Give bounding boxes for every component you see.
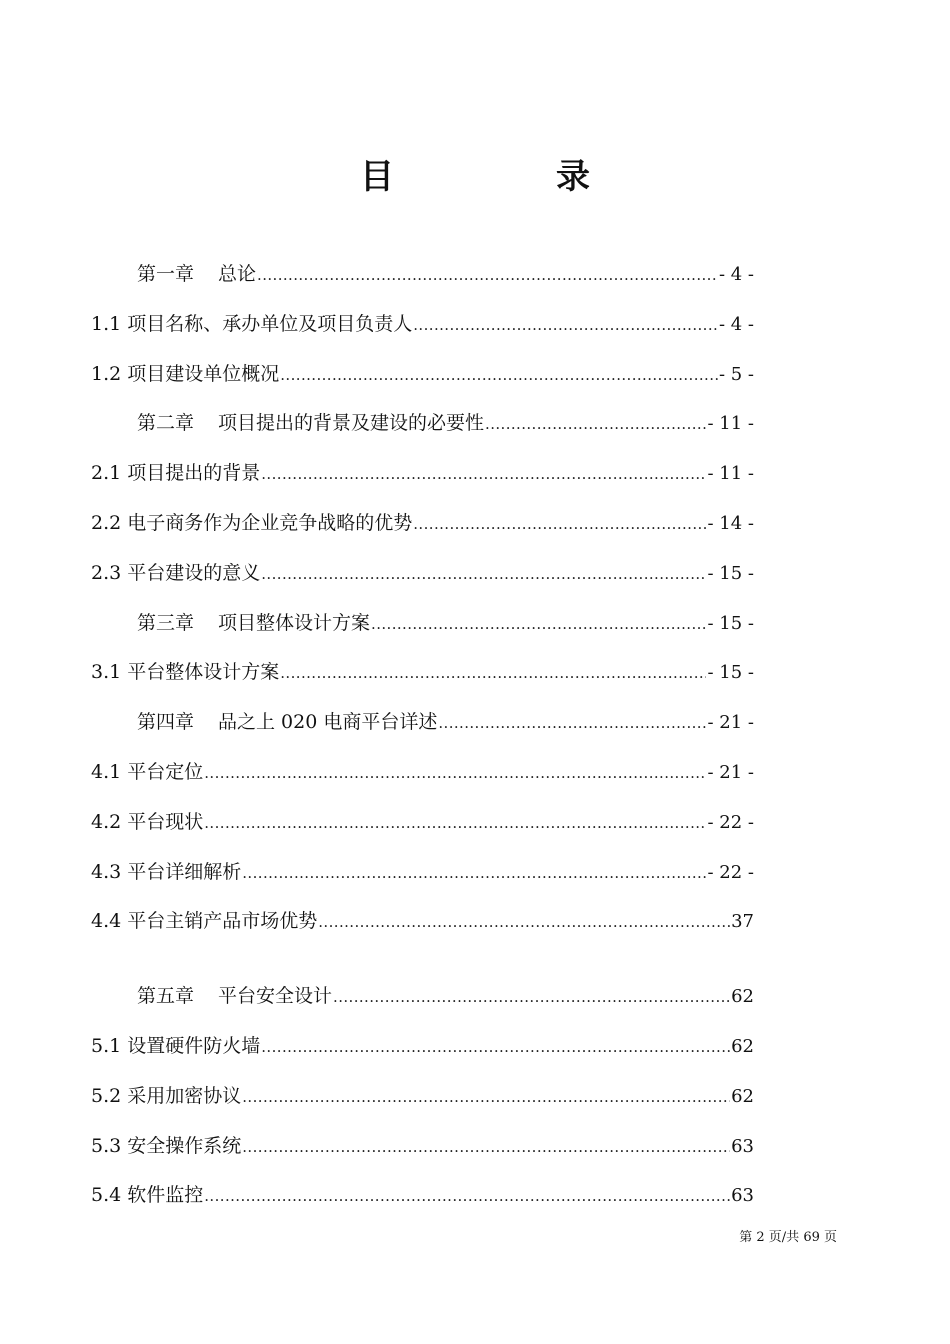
toc-entry-4-4[interactable] <box>91 897 754 947</box>
dot-leader <box>204 1172 730 1222</box>
dot-leader <box>485 400 706 450</box>
toc-entry-page: - 11 - <box>707 413 754 435</box>
dot-leader <box>280 649 706 699</box>
toc-entry-text: 4.3 平台详细解析 <box>91 860 242 883</box>
dot-leader <box>333 973 730 1023</box>
dot-leader <box>261 450 706 500</box>
dot-leader <box>318 898 730 948</box>
toc-entry-3-1[interactable] <box>91 648 754 698</box>
toc-entry-text: 总论 <box>218 263 257 285</box>
page-footer: 第 2 页/共 69 页 <box>739 1230 837 1245</box>
toc-entry-5-2[interactable] <box>91 1072 754 1122</box>
toc-entry-page: - 15 - <box>707 612 754 634</box>
toc-entry-text: 5.1 设置硬件防火墙 <box>91 1034 261 1057</box>
toc-entry-2-1[interactable] <box>91 449 754 499</box>
toc-entry-2-2[interactable] <box>91 499 754 549</box>
dot-leader <box>413 500 706 550</box>
toc-entry-4-2[interactable] <box>91 798 754 848</box>
toc-entry-label: 第五章 <box>137 985 195 1008</box>
toc-entry-text: 项目整体设计方案 <box>218 611 371 634</box>
toc-entry-page: 63 <box>731 1135 754 1157</box>
toc-entry-label: 第三章 <box>137 611 195 634</box>
toc-entry-page: - 4 - <box>718 264 754 285</box>
toc-entry-page: - 14 - <box>707 512 754 534</box>
dot-leader <box>261 1023 730 1073</box>
toc-entry-page: - 21 - <box>707 712 754 734</box>
toc-entry-label: 第二章 <box>137 412 195 435</box>
toc-entry-text: 平台安全设计 <box>218 985 333 1008</box>
toc-entry-text: 3.1 平台整体设计方案 <box>91 661 280 684</box>
toc-entry-text: 1.1 项目名称、承办单位及项目负责人 <box>91 312 413 335</box>
toc-entry-text: 1.2 项目建设单位概况 <box>91 362 280 385</box>
toc-entry-chapter-4[interactable] <box>91 698 754 748</box>
toc-entry-page: - 15 - <box>707 662 754 684</box>
toc-entry-text: 2.2 电子商务作为企业竞争战略的优势 <box>91 511 413 534</box>
toc-entry-page: - 22 - <box>707 811 754 833</box>
toc-title: 目 录 <box>360 157 654 197</box>
toc-entry-page: - 22 - <box>707 861 754 883</box>
table-of-contents <box>91 250 754 1221</box>
toc-entry-5-4[interactable] <box>91 1171 754 1221</box>
toc-entry-chapter-5[interactable] <box>91 972 754 1022</box>
toc-entry-page: - 15 - <box>707 562 754 584</box>
toc-entry-page: 62 <box>731 1035 754 1057</box>
toc-entry-2-3[interactable] <box>91 549 754 599</box>
dot-leader <box>242 1123 730 1173</box>
dot-leader <box>261 550 706 600</box>
dot-leader <box>438 699 706 749</box>
toc-entry-page: - 11 - <box>707 463 754 485</box>
toc-entry-1-2[interactable] <box>91 350 754 400</box>
toc-entry-chapter-1[interactable] <box>91 250 754 300</box>
toc-entry-page: - 4 - <box>718 313 754 335</box>
toc-entry-4-3[interactable] <box>91 848 754 898</box>
toc-entry-page: 62 <box>731 986 754 1008</box>
dot-leader <box>257 251 718 301</box>
toc-entry-text: 5.2 采用加密协议 <box>91 1084 242 1107</box>
toc-entry-page: 37 <box>731 911 754 933</box>
toc-entry-text: 项目提出的背景及建设的必要性 <box>218 412 485 435</box>
dot-leader <box>242 849 706 899</box>
toc-entry-4-1[interactable] <box>91 748 754 798</box>
dot-leader <box>204 799 706 849</box>
dot-leader <box>280 351 718 401</box>
toc-entry-chapter-2[interactable] <box>91 399 754 449</box>
toc-entry-text: 4.4 平台主销产品市场优势 <box>91 910 318 933</box>
toc-entry-label: 第四章 <box>137 711 195 734</box>
toc-entry-page: - 21 - <box>707 761 754 783</box>
toc-entry-text: 5.4 软件监控 <box>91 1184 204 1207</box>
toc-entry-5-3[interactable] <box>91 1122 754 1172</box>
dot-leader <box>204 749 706 799</box>
toc-entry-5-1[interactable] <box>91 1022 754 1072</box>
toc-entry-1-1[interactable] <box>91 300 754 350</box>
toc-entry-text: 2.1 项目提出的背景 <box>91 462 261 485</box>
toc-entry-label: 第一章 <box>137 263 195 285</box>
toc-entry-page: 62 <box>731 1085 754 1107</box>
toc-entry-page: 63 <box>731 1185 754 1207</box>
toc-entry-text: 4.1 平台定位 <box>91 760 204 783</box>
dot-leader <box>413 301 718 351</box>
toc-entry-text: 5.3 安全操作系统 <box>91 1134 242 1157</box>
toc-entry-page: - 5 - <box>718 363 754 385</box>
toc-entry-chapter-3[interactable] <box>91 599 754 649</box>
toc-entry-text: 2.3 平台建设的意义 <box>91 561 261 584</box>
dot-leader <box>371 600 706 650</box>
dot-leader <box>242 1073 730 1123</box>
toc-entry-text: 4.2 平台现状 <box>91 810 204 833</box>
toc-entry-text: 品之上 020 电商平台详述 <box>218 711 438 734</box>
